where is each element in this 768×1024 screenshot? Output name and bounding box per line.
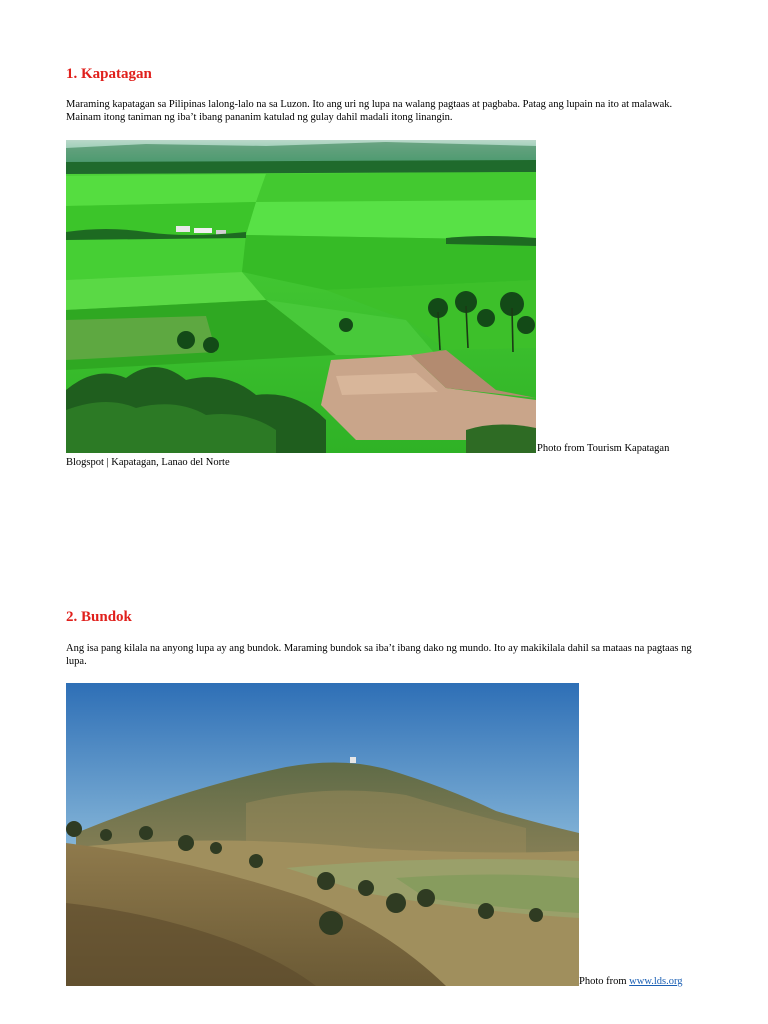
section-heading-bundok: 2. Bundok — [66, 609, 132, 625]
section-heading-kapatagan: 1. Kapatagan — [66, 66, 152, 82]
mountain-photo — [66, 683, 579, 986]
section-paragraph-kapatagan: Maraming kapatagan sa Pilipinas lalong-lalo na sa Luzon. Ito ang uri ng lupa na walang pagtaas at pagbaba. Patag ang lupain na ito at malawak. Mainam itong taniman ng iba’t ibang pananim katulad ng gulay dahil madali itong linangin. — [66, 99, 673, 123]
plains-photo — [66, 140, 536, 453]
section-paragraph-bundok: Ang isa pang kilala na anyong lupa ay ang bundok. Maraming bundok sa iba’t ibang dako ng mundo. Ito ay makikilala dahil sa mataas na pagtaas ng lupa. — [66, 643, 692, 667]
photo-credit-link[interactable]: www.lds.org — [629, 976, 683, 987]
photo-credit-bundok — [579, 975, 683, 988]
photo-credit-prefix: Photo from — [579, 976, 630, 987]
photo-credit-kapatagan: Photo from Tourism Kapatagan — [537, 443, 670, 454]
photo-credit-kapatagan-location: Blogspot | Kapatagan, Lanao del Norte — [66, 457, 230, 468]
